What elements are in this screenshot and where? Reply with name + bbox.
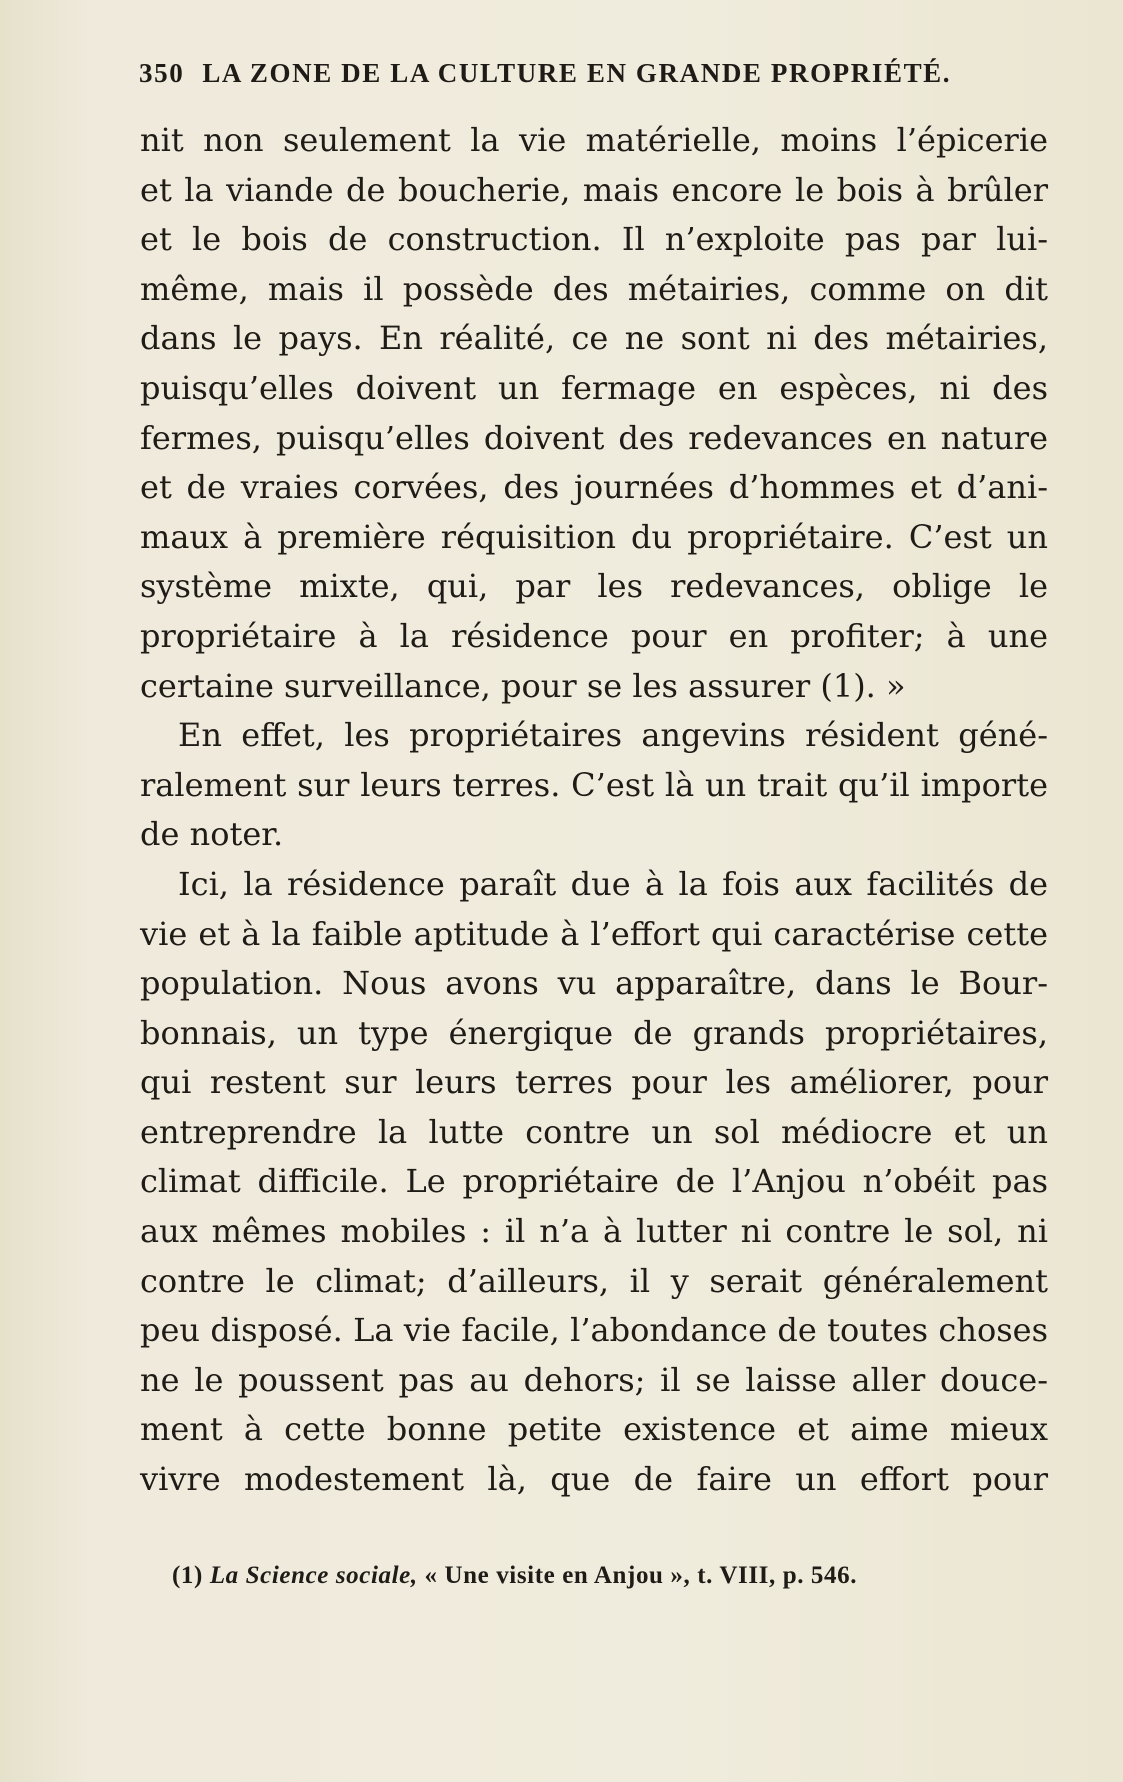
text-line: entreprendre la lutte contre un sol médiocre et un xyxy=(140,1112,1048,1151)
text-line: et la viande de boucherie, mais encore le bois à brûler xyxy=(140,170,1048,209)
text-line: même, mais il possède des métairies, comme on dit xyxy=(140,269,1048,308)
text-line: vivre modestement là, que de faire un effort pour xyxy=(140,1460,1048,1499)
footnote-marker: (1) xyxy=(172,1562,203,1589)
text-line: ment à cette bonne petite existence et aime mieux xyxy=(140,1410,1048,1449)
text-line: fermes, puisqu’elles doivent des redevances en nature xyxy=(140,418,1048,457)
text-line: vie et à la faible aptitude à l’effort qui caractérise cette xyxy=(140,914,1048,953)
text-line: puisqu’elles doivent un fermage en espèces, ni des xyxy=(140,368,1048,407)
text-line: climat difficile. Le propriétaire de l’Anjou n’obéit pas xyxy=(140,1162,1048,1201)
text-line: peu disposé. La vie facile, l’abondance de toutes choses xyxy=(140,1311,1048,1350)
footnote xyxy=(172,1562,1052,1590)
footnote-source-title: La Science sociale, xyxy=(209,1562,418,1589)
text-line: et le bois de construction. Il n’exploite pas par lui- xyxy=(140,220,1048,259)
text-line: nit non seulement la vie matérielle, moins l’épicerie xyxy=(140,121,1048,159)
text-line: ne le poussent pas au dehors; il se laisse aller douce- xyxy=(140,1360,1048,1399)
paragraph-start-line: En effet, les propriétaires angevins résident géné- xyxy=(178,716,1048,755)
text-line: bonnais, un type énergique de grands propriétaires, xyxy=(140,1013,1048,1052)
text-line: ralement sur leurs terres. C’est là un trait qu’il importe xyxy=(140,765,1048,804)
text-line: maux à première réquisition du propriétaire. C’est un xyxy=(140,517,1048,556)
text-line: aux mêmes mobiles : il n’a à lutter ni contre le sol, ni xyxy=(140,1212,1048,1251)
text-line: propriétaire à la résidence pour en profiter; à une xyxy=(140,616,1048,655)
text-line: certaine surveillance, pour se les assurer (1). » xyxy=(140,666,906,705)
text-line: qui restent sur leurs terres pour les améliorer, pour xyxy=(140,1063,1048,1102)
body-text xyxy=(140,116,1048,1505)
running-title: LA ZONE DE LA CULTURE EN GRANDE PROPRIÉTÉ. xyxy=(202,58,952,88)
page-number: 350 xyxy=(139,58,185,88)
running-header xyxy=(139,58,1013,94)
text-line: dans le pays. En réalité, ce ne sont ni des métairies, xyxy=(140,319,1048,358)
text-line: système mixte, qui, par les redevances, oblige le xyxy=(140,567,1048,606)
text-line: et de vraies corvées, des journées d’hommes et d’ani- xyxy=(140,468,1048,507)
text-line: contre le climat; d’ailleurs, il y serait généralement xyxy=(140,1261,1048,1300)
paragraph-start-line: Ici, la résidence paraît due à la fois aux facilités de xyxy=(178,864,1048,903)
text-line: de noter. xyxy=(140,815,284,854)
footnote-reference: « Une visite en Anjou », t. VIII, p. 546. xyxy=(424,1562,858,1589)
text-line: population. Nous avons vu apparaître, dans le Bour- xyxy=(140,964,1048,1003)
